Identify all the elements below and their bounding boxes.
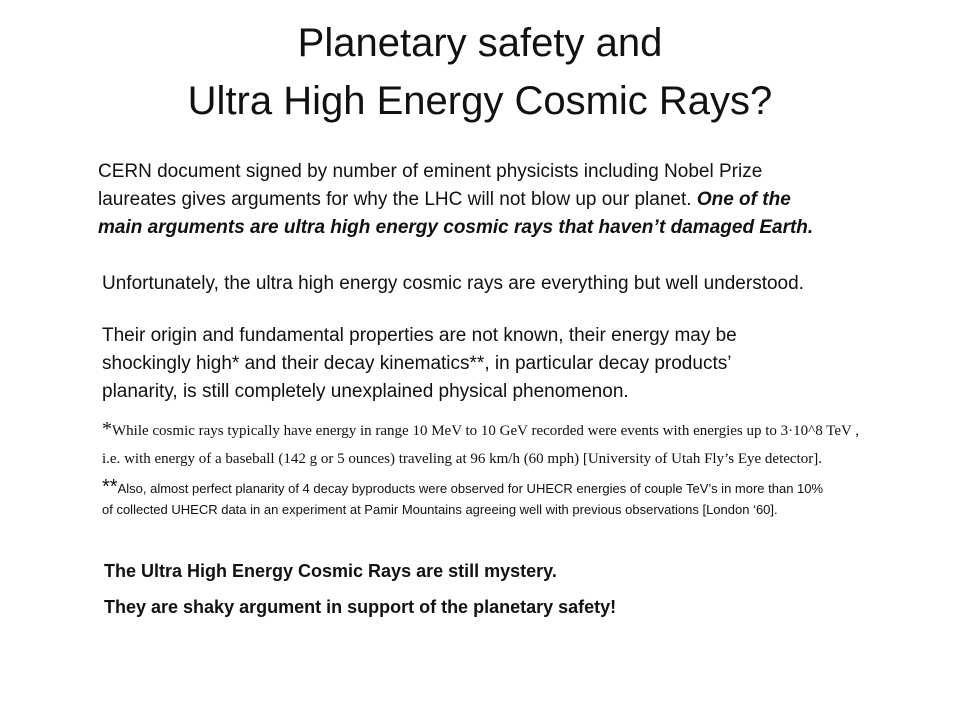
- conclusion-line-2: They are shaky argument in support of the planetary safety!: [104, 597, 617, 617]
- slide-title-line-1: Planetary safety and: [297, 21, 663, 65]
- footnote-2-line-1: [102, 476, 823, 499]
- paragraph-origin-line-3: planarity, is still completely unexplained physical phenomenon.: [102, 381, 629, 402]
- footnote-2-line-2: of collected UHECR data in an experiment at Pamir Mountains agreeing well with previous observations [London ‘60].: [102, 502, 778, 517]
- paragraph-cern-line-3: [98, 214, 813, 242]
- paragraph-origin: [102, 322, 737, 406]
- paragraph-unfortunately: [102, 270, 804, 298]
- paragraph-cern-line-2-emphasis: One of the: [696, 189, 791, 210]
- paragraph-origin-line-1: Their origin and fundamental properties are not known, their energy may be: [102, 325, 737, 346]
- paragraph-unfortunately-line-1: Unfortunately, the ultra high energy cosmic rays are everything but well understood.: [102, 273, 804, 294]
- paragraph-cern-line-1: CERN document signed by number of eminent physicists including Nobel Prize: [98, 161, 763, 182]
- slide-title-line-2: Ultra High Energy Cosmic Rays?: [187, 79, 773, 123]
- paragraph-cern-line-2-plain: laureates gives arguments for why the LHC will not blow up our planet.: [98, 189, 697, 210]
- paragraph-origin-line-2: shockingly high* and their decay kinematics**, in particular decay products’: [102, 353, 732, 374]
- footnote-2-marker: **: [102, 476, 118, 498]
- footnote-1-marker: *: [102, 418, 112, 440]
- footnote-1-text-1: While cosmic rays typically have energy in range 10 MeV to 10 GeV recorded were events with energies up to 3·10^8 TeV ,: [112, 423, 860, 439]
- paragraph-cern-line-3-emphasis: main arguments are ultra high energy cosmic rays that haven’t damaged Earth.: [98, 217, 814, 238]
- footnote-1-line-2: i.e. with energy of a baseball (142 g or 5 ounces) traveling at 96 km/h (60 mph) [University of Utah Fly’s Eye detector].: [102, 451, 822, 467]
- conclusion-line-1: The Ultra High Energy Cosmic Rays are still mystery.: [104, 561, 557, 581]
- footnote-1-line-1: [102, 418, 859, 441]
- footnote-2-text-1: Also, almost perfect planarity of 4 decay byproducts were observed for UHECR energies of couple TeV’s in more than 10%: [117, 481, 824, 496]
- paragraph-cern-line-2: [98, 186, 813, 214]
- paragraph-cern-document: [98, 158, 813, 242]
